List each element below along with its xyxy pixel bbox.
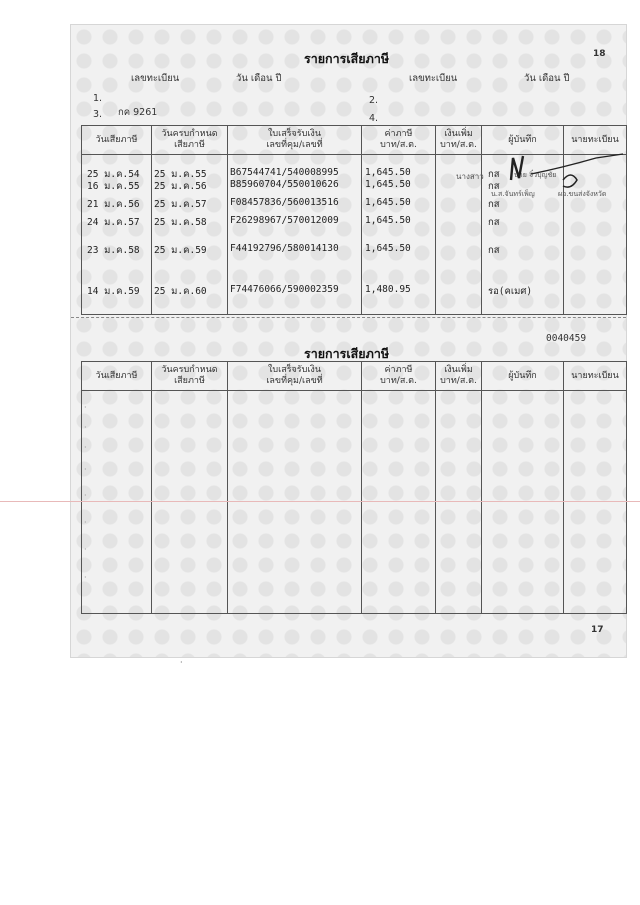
paid-date: 16 ม.ค.55 [87, 181, 140, 192]
paid-date: 25 ม.ค.54 [87, 169, 140, 180]
receipt-number: B85960704/550010626 [230, 179, 339, 190]
item-2-label: 2. [369, 95, 379, 106]
tax-record-sheet [70, 24, 627, 658]
recorder: รอ(คเมศ) [488, 286, 533, 297]
due-date: 25 ม.ค.58 [154, 217, 207, 228]
row-marker: · [84, 465, 87, 474]
item-3-label: 3. [93, 109, 103, 120]
recorder: กส [488, 169, 500, 180]
col-label: วันเสียภาษี [95, 370, 138, 381]
col-label: ใบเสร็จรับเงิน เลขที่คุม/เลขที่ [266, 365, 323, 386]
recorder: กส [488, 245, 500, 256]
recorder: กส [488, 181, 500, 192]
page-number-2: 17 [591, 625, 604, 635]
section-title: รายการเสียภาษี [304, 51, 390, 66]
header-date-left: วัน เดือน ปี [236, 73, 282, 84]
header-reg-right: เลขทะเบียน [409, 73, 458, 84]
due-date: 25 ม.ค.60 [154, 286, 207, 297]
col-label: นายทะเบียน [571, 134, 619, 145]
col-header-surcharge [436, 362, 482, 391]
paid-date: 14 ม.ค.59 [87, 286, 140, 297]
row-marker: · [84, 545, 87, 554]
section-title-2: รายการเสียภาษี [304, 346, 390, 361]
receipt-number: B67544741/540008995 [230, 167, 339, 178]
col-header-paid-date [82, 126, 152, 155]
recorder: กส [488, 217, 500, 228]
stamp-sub-text: น.ส.จันทร์เพ็ญ [491, 190, 535, 198]
col-header-tax [362, 362, 436, 391]
col-header-due-date [152, 126, 228, 155]
col-label: วันครบกำหนด เสียภาษี [161, 365, 218, 386]
item-4-label: 4. [369, 113, 379, 124]
due-date: 25 ม.ค.55 [154, 169, 207, 180]
tax-amount: 1,645.50 [365, 243, 411, 254]
col-label: เงินเพิ่ม บาท/ส.ต. [440, 365, 477, 386]
stray-mark: · [180, 658, 183, 667]
tax-amount: 1,645.50 [365, 167, 411, 178]
col-label: นายทะเบียน [571, 370, 619, 381]
stamp-left-text: นางสาว [456, 172, 484, 181]
col-label: วันครบกำหนด เสียภาษี [161, 129, 218, 150]
stamp-name-text: นาย จิ๋วบุญชัย [514, 171, 557, 179]
row-marker: · [84, 403, 87, 412]
row-marker: · [84, 423, 87, 432]
scan-artifact-line [0, 501, 640, 502]
col-label: วันเสียภาษี [95, 134, 138, 145]
col-header-surcharge [436, 126, 482, 155]
item-3-value: กค 9261 [118, 107, 158, 118]
receipt-number: F26298967/570012009 [230, 215, 339, 226]
col-label: ผู้บันทึก [508, 134, 537, 145]
col-header-registrar [564, 362, 627, 391]
tax-amount: 1,645.50 [365, 215, 411, 226]
receipt-number: F08457836/560013516 [230, 197, 339, 208]
tax-amount: 1,645.50 [365, 179, 411, 190]
due-date: 25 ม.ค.56 [154, 181, 207, 192]
due-date: 25 ม.ค.59 [154, 245, 207, 256]
signature-mark [501, 150, 626, 195]
page-number: 18 [593, 49, 606, 59]
receipt-number: F74476066/590002359 [230, 284, 339, 295]
col-label: ใบเสร็จรับเงิน เลขที่คุม/เลขที่ [266, 129, 323, 150]
col-label: ค่าภาษี บาท/ส.ต. [380, 129, 417, 150]
tax-amount: 1,480.95 [365, 284, 411, 295]
due-date: 25 ม.ค.57 [154, 199, 207, 210]
col-header-recorder [482, 362, 564, 391]
row-marker: · [84, 491, 87, 500]
paid-date: 24 ม.ค.57 [87, 217, 140, 228]
paid-date: 21 ม.ค.56 [87, 199, 140, 210]
header-reg-left: เลขทะเบียน [131, 73, 180, 84]
tax-table-bottom [81, 361, 627, 614]
tax-amount: 1,645.50 [365, 197, 411, 208]
header-date-right: วัน เดือน ปี [524, 73, 570, 84]
col-label: เงินเพิ่ม บาท/ส.ต. [440, 129, 477, 150]
row-marker: · [84, 443, 87, 452]
col-header-receipt [228, 126, 362, 155]
item-1-label: 1. [93, 93, 103, 104]
col-label: ค่าภาษี บาท/ส.ต. [380, 365, 417, 386]
torn-divider [71, 317, 626, 318]
receipt-number: F44192796/580014130 [230, 243, 339, 254]
serial-number: 0040459 [546, 333, 587, 344]
row-marker: · [84, 518, 87, 527]
stamp-right-text: ผอ.ขนส่งจังหวัด [558, 190, 607, 198]
paid-date: 23 ม.ค.58 [87, 245, 140, 256]
col-label: ผู้บันทึก [508, 370, 537, 381]
col-header-paid-date [82, 362, 152, 391]
col-header-receipt [228, 362, 362, 391]
recorder: กส [488, 199, 500, 210]
col-header-tax [362, 126, 436, 155]
row-marker: · [84, 573, 87, 582]
col-header-due-date [152, 362, 228, 391]
